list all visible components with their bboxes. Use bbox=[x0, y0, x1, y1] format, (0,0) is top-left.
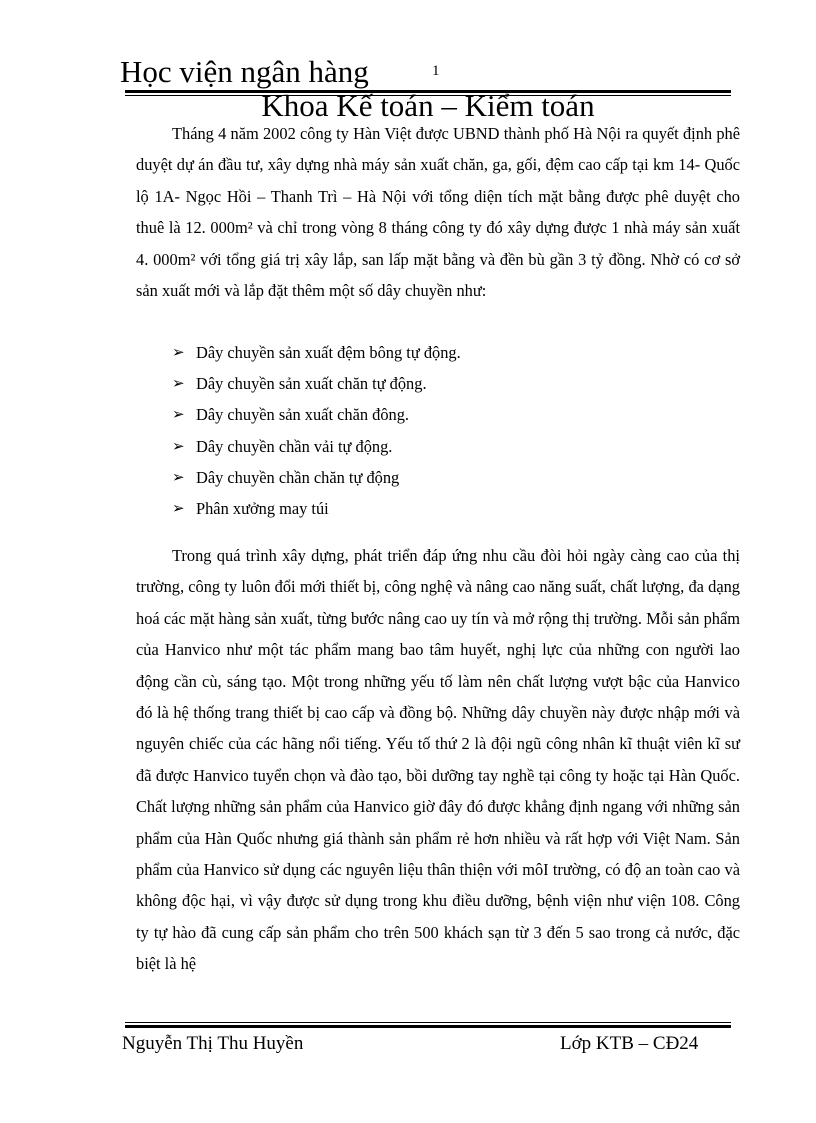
page-number: 1 bbox=[432, 63, 440, 79]
list-item: ➢ Dây chuyền chần vải tự động. bbox=[172, 431, 461, 462]
footer-author: Nguyễn Thị Thu Huyền bbox=[122, 1033, 304, 1054]
header-department: Khoa Kế toán – Kiểm toán bbox=[261, 88, 595, 123]
list-item: ➢ Dây chuyền sản xuất chăn tự động. bbox=[172, 368, 461, 399]
list-item: ➢ Dây chuyền chần chăn tự động bbox=[172, 462, 461, 493]
list-item: ➢ Dây chuyền sản xuất chăn đông. bbox=[172, 399, 461, 430]
second-paragraph: Trong quá trình xây dựng, phát triển đáp ứng nhu cầu đòi hỏi ngày càng cao của thị trường, công ty luôn đổi mới thiết bị, công nghệ và nâng cao năng suất, chất lượng, đa dạng hoá các mặt hàng sản xuất, từng bước nâng cao uy tín và mở rộng thị trường. Mỗi sản phẩm của Hanvico như một tác phẩm mang bao tâm huyết, nghị lực của những con người lao động cần cù, sáng tạo. Một trong những yếu tố làm nên chất lượng vượt bậc của Hanvico đó là hệ thống trang thiết bị cao cấp và đồng bộ. Những dây chuyền này được nhập mới và nguyên chiếc của các hãng nổi tiếng. Yếu tố thứ 2 là đội ngũ công nhân kĩ thuật viên kĩ sư đã được Hanvico tuyển chọn và đào tạo, bồi dưỡng tay nghề tại công ty hoặc tại Hàn Quốc. Chất lượng những sản phẩm của Hanvico giờ đây đó được khẳng định ngang với những sản phẩm của Hàn Quốc nhưng giá thành sản phẩm rẻ hơn nhiều và rất hợp với Việt Nam. Sản phẩm của Hanvico sử dụng các nguyên liệu thân thiện với môI trường, có độ an toàn cao và không độc hại, vì vậy được sử dụng trong khu điều dưỡng, bệnh viện như viện 108. Công ty tự hào đã cung cấp sản phẩm cho trên 500 khách sạn từ 3 đến 5 sao trong cả nước, đặc biệt là hệ bbox=[136, 546, 740, 974]
footer-rule-thick bbox=[125, 1025, 731, 1028]
production-line-list bbox=[172, 337, 461, 524]
list-item: ➢ Dây chuyền sản xuất đệm bông tự động. bbox=[172, 337, 461, 368]
header-institution: Học viện ngân hàng bbox=[120, 54, 369, 89]
footer-rule-thin bbox=[125, 1022, 731, 1023]
footer-class: Lớp KTB – CĐ24 bbox=[560, 1033, 699, 1054]
list-item: ➢ Phân xưởng may túi bbox=[172, 493, 461, 524]
intro-paragraph: Tháng 4 năm 2002 công ty Hàn Việt được UBND thành phố Hà Nội ra quyết định phê duyệt dự án đầu tư, xây dựng nhà máy sản xuất chăn, ga, gối, đệm cao cấp tại km 14- Quốc lộ 1A- Ngọc Hồi – Thanh Trì – Hà Nội với tổng diện tích mặt bằng được phê duyệt cho thuê là 12. 000m² và chỉ trong vòng 8 tháng công ty đó xây dựng được 1 nhà máy sản xuất 4. 000m² với tổng giá trị xây lắp, san lấp mặt bằng và đền bù gần 3 tỷ đồng. Nhờ có cơ sở sản xuất mới và lắp đặt thêm một số dây chuyền như: bbox=[136, 124, 740, 301]
